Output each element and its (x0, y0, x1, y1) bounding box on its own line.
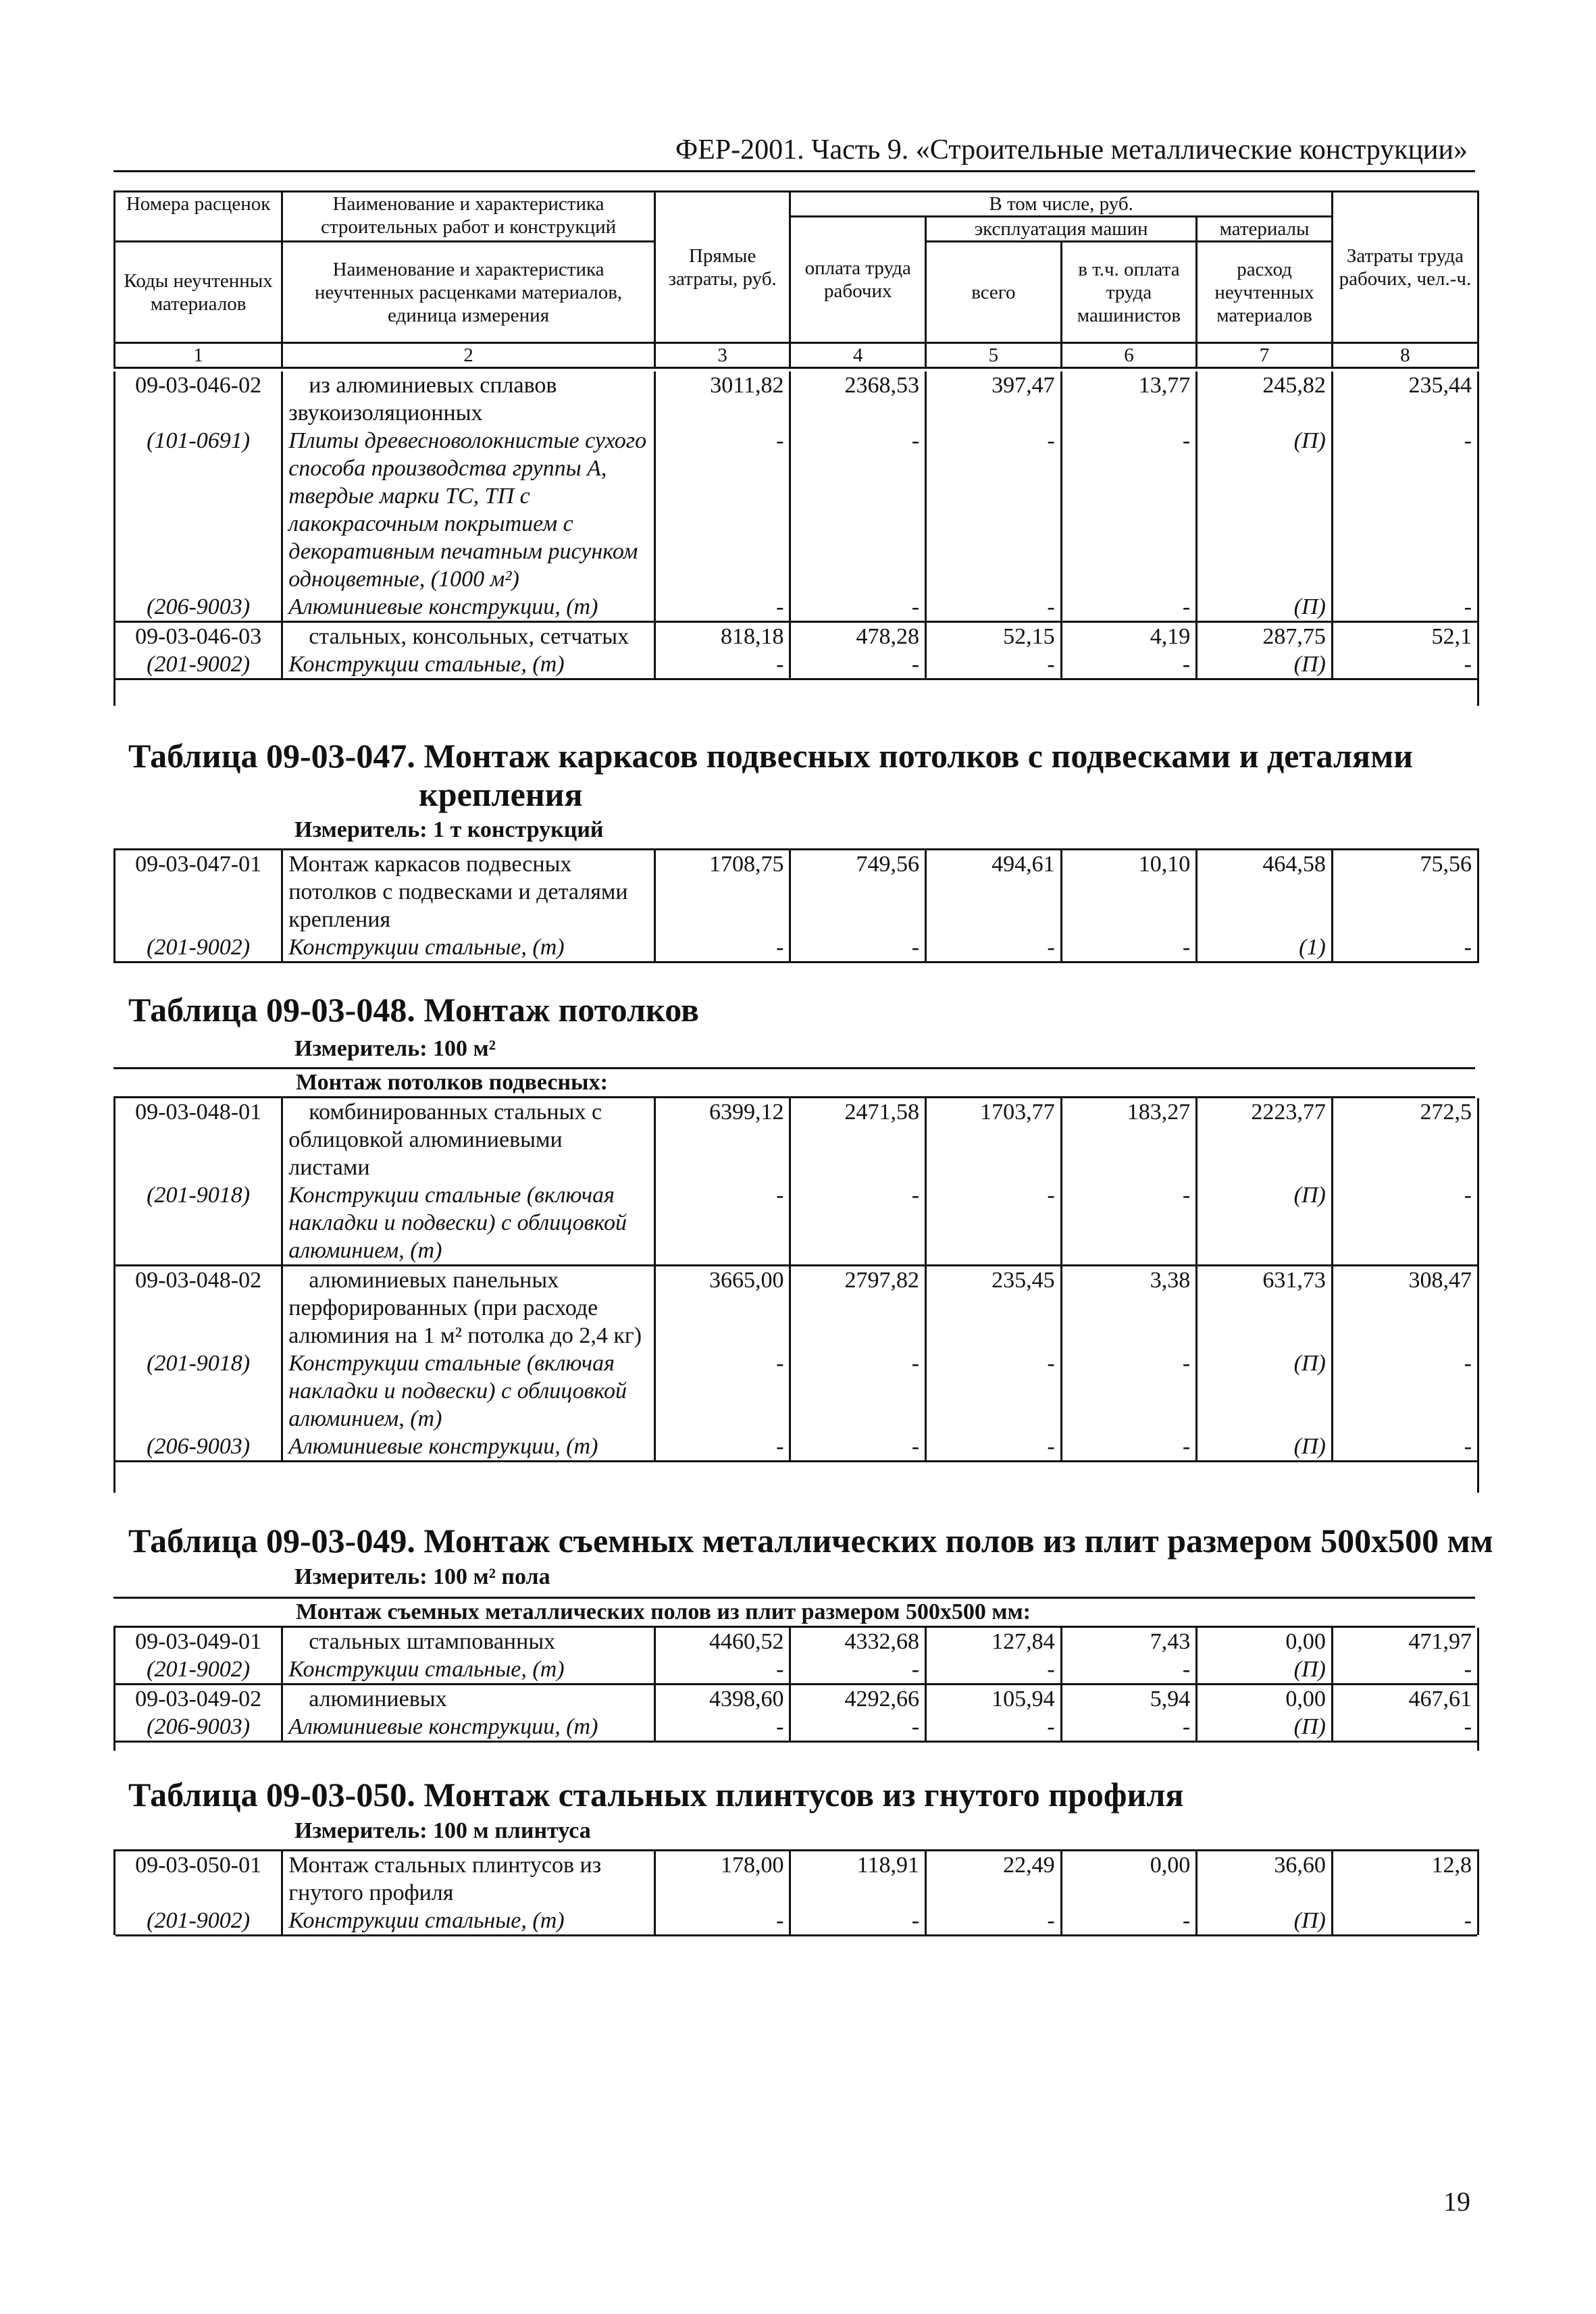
header-machine-operation: эксплуатация машин (926, 217, 1197, 242)
table-048-section (113, 1067, 1475, 1098)
table-row: 09-03-048-01 комбинированных стальных с облицовкой алюминиевыми листами 6399,12 2471,58 1703,77 183,27 2223,77 272,5 (115, 1098, 1477, 1181)
material-row: (206-9003) Алюминиевые конструкции, (т) - - - - (П) - (115, 1433, 1477, 1462)
table-049-title: Таблица 09-03-049. Монтаж съемных металлических полов из плит размером 500х500 мм (128, 1522, 1493, 1560)
table-050 (113, 1849, 1479, 1935)
header-work-name: Наименование и характеристика строительных работ и конструкций (282, 192, 655, 242)
header-labor-pay: оплата труда рабочих (790, 217, 926, 343)
header-material-codes: Коды неучтенных материалов (115, 242, 282, 343)
material-row: (201-9002) Конструкции стальные, (т) - - - - (П) - (115, 650, 1477, 679)
header-rule (113, 170, 1475, 172)
table-row: 09-03-049-01 стальных штампованных 4460,52 4332,68 127,84 7,43 0,00 471,97 (115, 1628, 1477, 1655)
col-number: 4 (790, 343, 926, 368)
table-047-measure: Измеритель: 1 т конструкций (294, 817, 604, 842)
material-row: (201-9002) Конструкции стальные, (т) - - - - (1) - (115, 933, 1477, 962)
material-row: (201-9018) Конструкции стальные (включая накладки и подвески) с облицовкой алюминием, (т) - - - - (П) - (115, 1181, 1477, 1266)
material-row: (101-0691) Плиты древесноволокнистые сухого способа производства группы А, твердые марки ТС, ТП с лакокрасочным покрытием с декоративным печатным рисунком одноцветные, (1000 м²) - - - - (П) - (115, 427, 1477, 593)
material-row: (206-9003) Алюминиевые конструкции, (т) - - - - (П) - (115, 1713, 1477, 1742)
table-047-title: Таблица 09-03-047. Монтаж каркасов подвесных потолков с подвесками и деталями (128, 737, 1413, 775)
header-direct-costs: Прямые затраты, руб. (654, 192, 790, 343)
col-number: 7 (1197, 343, 1333, 368)
table-049 (113, 1628, 1479, 1751)
header-unaccounted-materials: расход неучтенных материалов (1197, 242, 1333, 343)
page-number: 19 (1443, 2186, 1470, 2217)
material-row: (201-9002) Конструкции стальные, (т) - - - - (П) - (115, 1907, 1477, 1936)
table-row: 09-03-047-01 Монтаж каркасов подвесных потолков с подвесками и деталями крепления 1708,75 749,56 494,61 10,10 464,58 75,56 (115, 850, 1477, 934)
table-047 (113, 848, 1479, 963)
header-including: В том числе, руб. (790, 192, 1332, 217)
section-title: Монтаж потолков подвесных: (296, 1070, 608, 1095)
col-number: 6 (1061, 343, 1197, 368)
header-labor-hours: Затраты труда рабочих, чел.-ч. (1332, 192, 1477, 343)
header-machinist-pay: в т.ч. оплата труда машинистов (1061, 242, 1197, 343)
table-row: 09-03-049-02 алюминиевых 4398,60 4292,66 105,94 5,94 0,00 467,61 (115, 1685, 1477, 1714)
header-materials: материалы (1197, 217, 1333, 242)
col-number: 2 (282, 343, 655, 368)
table-row: 09-03-050-01 Монтаж стальных плинтусов из гнутого профиля 178,00 118,91 22,49 0,00 36,60 12,8 (115, 1851, 1477, 1907)
table-048-measure: Измеритель: 100 м² (294, 1036, 496, 1061)
table-048-title: Таблица 09-03-048. Монтаж потолков (128, 991, 699, 1029)
material-row: (206-9003) Алюминиевые конструкции, (т) - - - - (П) - (115, 593, 1477, 622)
table-row: 09-03-048-02 алюминиевых панельных перфорированных (при расходе алюминия на 1 м² потолка до 2,4 кг) 3665,00 2797,82 235,45 3,38 631,73 308,47 (115, 1266, 1477, 1350)
header-material-name: Наименование и характеристика неучтенных расценками материалов, единица измерения (282, 242, 655, 343)
col-number: 5 (926, 343, 1062, 368)
section-title: Монтаж съемных металлических полов из плит размером 500х500 мм: (296, 1599, 1031, 1624)
page-header: ФЕР-2001. Часть 9. «Строительные металлические конструкции» (675, 134, 1468, 165)
col-number: 3 (654, 343, 790, 368)
table-046-rows (113, 371, 1479, 706)
material-row: (201-9018) Конструкции стальные (включая накладки и подвески) с облицовкой алюминием, (т) - - - - (П) - (115, 1349, 1477, 1433)
table-048 (113, 1098, 1479, 1493)
table-row: 09-03-046-03 стальных, консольных, сетчатых 818,18 478,28 52,15 4,19 287,75 52,1 (115, 622, 1477, 651)
table-column-header (113, 190, 1479, 369)
material-row: (201-9002) Конструкции стальные, (т) - - - - (П) - (115, 1655, 1477, 1685)
table-047-title-cont: крепления (419, 775, 583, 813)
table-050-title: Таблица 09-03-050. Монтаж стальных плинтусов из гнутого профиля (128, 1776, 1184, 1814)
table-049-section (113, 1597, 1475, 1628)
table-050-measure: Измеритель: 100 м плинтуса (294, 1818, 591, 1843)
col-number: 1 (115, 343, 282, 368)
header-rate-number: Номера расценок (115, 192, 282, 242)
table-row: 09-03-046-02 из алюминиевых сплавов звукоизоляционных 3011,82 2368,53 397,47 13,77 245,82 235,44 (115, 371, 1477, 427)
header-machine-total: всего (926, 242, 1062, 343)
col-number: 8 (1332, 343, 1477, 368)
table-049-measure: Измеритель: 100 м² пола (294, 1564, 550, 1589)
